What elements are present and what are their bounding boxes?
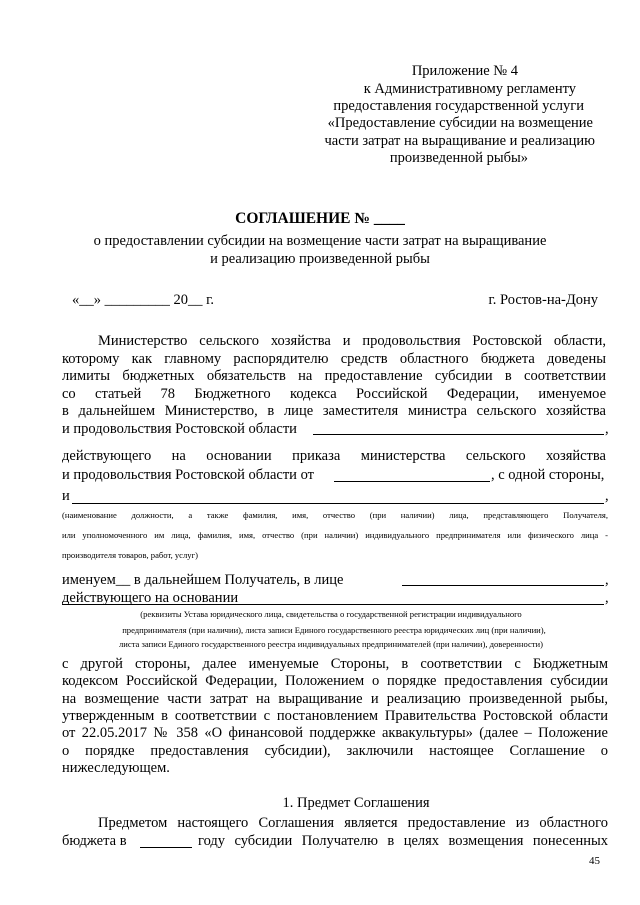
recipient-line-1-comma: ,: [605, 572, 609, 588]
para1-line-2: которому как главному распорядителю средств областного бюджета доведены: [62, 351, 606, 367]
note2-line-3: листа записи Единого государственного реестра индивидуальных предпринимателей (при наличии), доверенности): [119, 639, 543, 649]
note2-line-2: предпринимателя (при наличии), листа записи Единого государственного реестра юридических лиц (при наличии),: [122, 625, 546, 635]
section1-line-2b: году субсидии Получателю в целях возмещения понесенных: [198, 833, 608, 849]
basis-document-field[interactable]: [62, 604, 604, 605]
para2-line-3: на возмещение части затрат на выращивание и реализацию произведенной рыбы,: [62, 691, 608, 707]
note1-line-2: или уполномоченного им лица, фамилия, имя, отчество (при наличии) индивидуального предпринимателя или физического лица -: [62, 530, 608, 540]
agreement-subtitle-2: и реализацию произведенной рыбы: [210, 251, 430, 267]
recipient-line-1: именуем__ в дальнейшем Получатель, в лице: [62, 572, 344, 588]
recipient-line-2-comma: ,: [605, 590, 609, 606]
para2-line-6: о порядке предоставления субсидии), заключили настоящее Соглашение о: [62, 743, 608, 759]
para2-line-7: нижеследующем.: [62, 760, 170, 776]
para1-line-8a: и продовольствия Ростовской области от: [62, 467, 314, 483]
appendix-line-2: к Административному регламенту: [363, 81, 576, 97]
para2-line-4: утвержденным в соответствии с постановлением Правительства Ростовской области: [62, 708, 608, 724]
para1-line-6-comma: ,: [605, 421, 609, 437]
recipient-person-field[interactable]: [402, 585, 604, 586]
para2-line-5: от 22.05.2017 № 358 «О финансовой поддержке аквакультуры» (далее – Положение: [62, 725, 608, 741]
appendix-line-5: части затрат на выращивание и реализацию: [324, 133, 595, 149]
para2-line-1: с другой стороны, далее именуемые Стороны, в соответствии с Бюджетным: [62, 656, 608, 672]
appendix-line-4: «Предоставление субсидии на возмещение: [327, 115, 593, 131]
para2-line-2: кодексом Российской Федерации, Положением о порядке предоставления субсидии: [62, 673, 608, 689]
para1-line-1: Министерство сельского хозяйства и продовольствия Ростовской области,: [98, 333, 606, 349]
appendix-line-1: Приложение № 4: [411, 63, 518, 79]
agreement-subtitle-1: о предоставлении субсидии на возмещение части затрат на выращивание: [93, 233, 547, 249]
para1-line-8b: , с одной стороны,: [491, 467, 605, 483]
para1-line-4: со статьей 78 Бюджетного кодекса Российской Федерации, именуемое: [62, 386, 606, 402]
deputy-minister-name-field[interactable]: [313, 434, 604, 435]
page-number: 45: [589, 855, 600, 867]
recipient-representative-field[interactable]: [72, 503, 604, 504]
appendix-line-6: произведенной рыбы»: [389, 150, 528, 166]
para1-line-5: в дальнейшем Министерство, в лице заместителя министра сельского хозяйства: [62, 403, 606, 419]
section1-line-1: Предметом настоящего Соглашения является предоставление из областного: [98, 815, 608, 831]
agreement-title: СОГЛАШЕНИЕ № ____: [235, 210, 405, 227]
section1-line-2a: бюджета в: [62, 833, 127, 849]
appendix-line-3: предоставления государственной услуги: [333, 98, 584, 114]
para1-line-6: и продовольствия Ростовской области: [62, 421, 297, 437]
year-field[interactable]: [140, 847, 192, 848]
para1-line-3: лимиты бюджетных обязательств на предоставление субсидии в соответствии: [62, 368, 606, 384]
para1-line-9-comma: ,: [605, 488, 609, 504]
agreement-city: г. Ростов-на-Дону: [488, 292, 598, 308]
para1-line-9: и: [62, 488, 70, 504]
agreement-date: «__» _________ 20__ г.: [72, 292, 215, 308]
order-date-field[interactable]: [334, 481, 490, 482]
section1-heading: 1. Предмет Соглашения: [282, 795, 430, 811]
note1-line-1: (наименование должности, а также фамилия, имя, отчество (при наличии) лица, представляющего Получателя,: [62, 510, 608, 520]
note2-line-1: (реквизиты Устава юридического лица, свидетельства о государственной регистрации индивидуального: [140, 609, 522, 619]
recipient-line-2: действующего на основании: [62, 590, 239, 606]
para1-line-7: действующего на основании приказа министерства сельского хозяйства: [62, 448, 606, 464]
note1-line-3: производителя товаров, работ, услуг): [62, 550, 198, 560]
